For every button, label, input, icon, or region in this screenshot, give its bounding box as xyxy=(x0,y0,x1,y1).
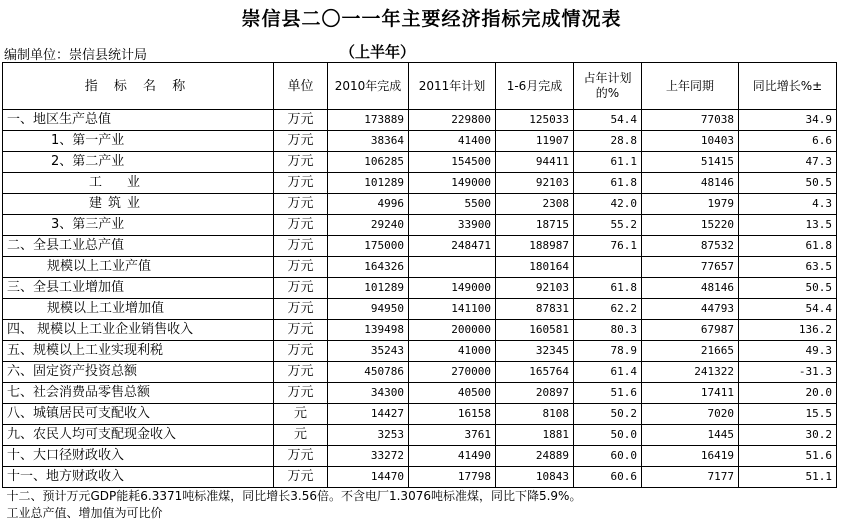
indicator-name: 二、全县工业总产值 xyxy=(3,236,274,257)
value-pct: 61.8 xyxy=(574,173,642,194)
footnote-energy: 十二、预计万元GDP能耗6.3371吨标准煤，同比增长3.56倍。不含电厂1.3076吨标准煤，同比下降5.9%。 xyxy=(3,488,837,506)
value-2010: 173889 xyxy=(328,110,409,131)
value-pct: 54.4 xyxy=(574,110,642,131)
unit-cell: 万元 xyxy=(274,110,328,131)
value-growth: 6.6 xyxy=(739,131,837,152)
value-plan: 229800 xyxy=(409,110,496,131)
value-2010: 106285 xyxy=(328,152,409,173)
period-label: （上半年） xyxy=(340,43,416,61)
value-growth: 54.4 xyxy=(739,299,837,320)
table-row xyxy=(3,467,837,488)
value-pct: 62.2 xyxy=(574,299,642,320)
table-row xyxy=(3,341,837,362)
value-2010: 14427 xyxy=(328,404,409,425)
value-growth: 63.5 xyxy=(739,257,837,278)
value-pct: 50.0 xyxy=(574,425,642,446)
header-growth: 同比增长%± xyxy=(739,63,837,110)
value-prev: 77038 xyxy=(642,110,739,131)
unit-cell: 万元 xyxy=(274,383,328,404)
value-pct: 80.3 xyxy=(574,320,642,341)
value-pct xyxy=(574,257,642,278)
value-growth: 136.2 xyxy=(739,320,837,341)
header-indicator: 指 标 名 称 xyxy=(3,63,274,110)
value-prev: 16419 xyxy=(642,446,739,467)
value-2010: 450786 xyxy=(328,362,409,383)
value-plan: 41400 xyxy=(409,131,496,152)
value-h1: 18715 xyxy=(496,215,574,236)
value-plan: 17798 xyxy=(409,467,496,488)
unit-cell: 万元 xyxy=(274,278,328,299)
value-h1: 1881 xyxy=(496,425,574,446)
unit-cell: 元 xyxy=(274,425,328,446)
value-growth: 15.5 xyxy=(739,404,837,425)
value-plan: 149000 xyxy=(409,278,496,299)
value-h1: 125033 xyxy=(496,110,574,131)
value-2010: 175000 xyxy=(328,236,409,257)
value-prev: 87532 xyxy=(642,236,739,257)
value-pct: 60.0 xyxy=(574,446,642,467)
report-title: 崇信县二〇一一年主要经济指标完成情况表 xyxy=(241,8,622,30)
value-prev: 48146 xyxy=(642,173,739,194)
indicator-name: 四、 规模以上工业企业销售收入 xyxy=(3,320,274,341)
value-growth: 20.0 xyxy=(739,383,837,404)
indicator-name: 六、固定资产投资总额 xyxy=(3,362,274,383)
header-h1: 1-6月完成 xyxy=(496,63,574,110)
value-plan: 154500 xyxy=(409,152,496,173)
value-2010: 34300 xyxy=(328,383,409,404)
indicator-name: 八、城镇居民可支配收入 xyxy=(3,404,274,425)
value-2010: 29240 xyxy=(328,215,409,236)
value-plan xyxy=(409,257,496,278)
value-h1: 188987 xyxy=(496,236,574,257)
unit-cell: 万元 xyxy=(274,173,328,194)
value-prev: 51415 xyxy=(642,152,739,173)
value-pct: 55.2 xyxy=(574,215,642,236)
table-row xyxy=(3,299,837,320)
indicator-name: 建筑业 xyxy=(3,194,274,215)
indicator-name: 3、第三产业 xyxy=(3,215,274,236)
header-pct: 占年计划的% xyxy=(574,63,642,110)
value-prev: 67987 xyxy=(642,320,739,341)
value-h1: 20897 xyxy=(496,383,574,404)
unit-cell: 万元 xyxy=(274,236,328,257)
table-row xyxy=(3,362,837,383)
value-2010: 139498 xyxy=(328,320,409,341)
table-row xyxy=(3,131,837,152)
table-row xyxy=(3,215,837,236)
value-growth: 13.5 xyxy=(739,215,837,236)
indicator-name: 工 业 xyxy=(3,173,274,194)
org-label: 编制单位：崇信县统计局 xyxy=(4,48,148,63)
value-prev: 1445 xyxy=(642,425,739,446)
value-pct: 51.6 xyxy=(574,383,642,404)
unit-cell: 万元 xyxy=(274,362,328,383)
table-header-row xyxy=(3,63,837,110)
table-row xyxy=(3,320,837,341)
value-prev: 241322 xyxy=(642,362,739,383)
footnote-price: 工业总产值、增加值为可比价 xyxy=(6,506,163,520)
value-h1: 32345 xyxy=(496,341,574,362)
table-row xyxy=(3,404,837,425)
table-row xyxy=(3,173,837,194)
value-growth: 49.3 xyxy=(739,341,837,362)
value-2010: 35243 xyxy=(328,341,409,362)
value-plan: 149000 xyxy=(409,173,496,194)
indicator-name: 十一、地方财政收入 xyxy=(3,467,274,488)
header-plan: 2011年计划 xyxy=(409,63,496,110)
value-h1: 180164 xyxy=(496,257,574,278)
indicator-name: 一、地区生产总值 xyxy=(3,110,274,131)
table-row xyxy=(3,110,837,131)
value-pct: 60.6 xyxy=(574,467,642,488)
table-row xyxy=(3,236,837,257)
value-growth: 47.3 xyxy=(739,152,837,173)
value-h1: 10843 xyxy=(496,467,574,488)
value-prev: 17411 xyxy=(642,383,739,404)
value-pct: 61.8 xyxy=(574,278,642,299)
value-h1: 165764 xyxy=(496,362,574,383)
value-growth: 50.5 xyxy=(739,173,837,194)
value-2010: 94950 xyxy=(328,299,409,320)
table-row xyxy=(3,425,837,446)
indicator-name: 规模以上工业产值 xyxy=(3,257,274,278)
value-growth: 4.3 xyxy=(739,194,837,215)
header-unit: 单位 xyxy=(274,63,328,110)
indicator-name: 1、第一产业 xyxy=(3,131,274,152)
unit-cell: 万元 xyxy=(274,194,328,215)
value-plan: 41000 xyxy=(409,341,496,362)
unit-cell: 万元 xyxy=(274,446,328,467)
header-prev: 上年同期 xyxy=(642,63,739,110)
value-prev: 7020 xyxy=(642,404,739,425)
value-plan: 40500 xyxy=(409,383,496,404)
unit-cell: 万元 xyxy=(274,320,328,341)
unit-cell: 万元 xyxy=(274,215,328,236)
value-plan: 270000 xyxy=(409,362,496,383)
value-pct: 42.0 xyxy=(574,194,642,215)
value-prev: 7177 xyxy=(642,467,739,488)
footnote-row xyxy=(3,488,837,506)
indicator-table xyxy=(2,62,837,522)
unit-cell: 万元 xyxy=(274,467,328,488)
indicator-name: 十、大口径财政收入 xyxy=(3,446,274,467)
indicator-name: 规模以上工业增加值 xyxy=(3,299,274,320)
value-2010: 14470 xyxy=(328,467,409,488)
value-h1: 92103 xyxy=(496,278,574,299)
value-growth: 51.1 xyxy=(739,467,837,488)
value-prev: 10403 xyxy=(642,131,739,152)
indicator-name: 2、第二产业 xyxy=(3,152,274,173)
value-h1: 11907 xyxy=(496,131,574,152)
value-plan: 248471 xyxy=(409,236,496,257)
value-h1: 8108 xyxy=(496,404,574,425)
value-growth: -31.3 xyxy=(739,362,837,383)
table-row xyxy=(3,446,837,467)
value-plan: 3761 xyxy=(409,425,496,446)
value-plan: 33900 xyxy=(409,215,496,236)
value-h1: 2308 xyxy=(496,194,574,215)
indicator-name: 三、全县工业增加值 xyxy=(3,278,274,299)
value-prev: 44793 xyxy=(642,299,739,320)
value-prev: 21665 xyxy=(642,341,739,362)
value-plan: 16158 xyxy=(409,404,496,425)
value-pct: 78.9 xyxy=(574,341,642,362)
header-2010: 2010年完成 xyxy=(328,63,409,110)
value-2010: 101289 xyxy=(328,173,409,194)
value-growth: 61.8 xyxy=(739,236,837,257)
value-2010: 164326 xyxy=(328,257,409,278)
value-h1: 92103 xyxy=(496,173,574,194)
value-pct: 50.2 xyxy=(574,404,642,425)
unit-cell: 元 xyxy=(274,404,328,425)
value-pct: 28.8 xyxy=(574,131,642,152)
table-row xyxy=(3,383,837,404)
table-row xyxy=(3,278,837,299)
value-plan: 200000 xyxy=(409,320,496,341)
value-h1: 24889 xyxy=(496,446,574,467)
value-growth: 30.2 xyxy=(739,425,837,446)
value-2010: 101289 xyxy=(328,278,409,299)
indicator-name: 五、规模以上工业实现利税 xyxy=(3,341,274,362)
value-2010: 38364 xyxy=(328,131,409,152)
indicator-name: 九、农民人均可支配现金收入 xyxy=(3,425,274,446)
unit-cell: 万元 xyxy=(274,299,328,320)
value-growth: 50.5 xyxy=(739,278,837,299)
unit-cell: 万元 xyxy=(274,152,328,173)
value-plan: 41490 xyxy=(409,446,496,467)
value-2010: 4996 xyxy=(328,194,409,215)
value-growth: 34.9 xyxy=(739,110,837,131)
value-prev: 77657 xyxy=(642,257,739,278)
unit-cell: 万元 xyxy=(274,257,328,278)
value-prev: 15220 xyxy=(642,215,739,236)
value-h1: 94411 xyxy=(496,152,574,173)
value-prev: 48146 xyxy=(642,278,739,299)
unit-cell: 万元 xyxy=(274,341,328,362)
value-plan: 141100 xyxy=(409,299,496,320)
unit-cell: 万元 xyxy=(274,131,328,152)
value-pct: 61.4 xyxy=(574,362,642,383)
value-plan: 5500 xyxy=(409,194,496,215)
table-row xyxy=(3,257,837,278)
value-h1: 160581 xyxy=(496,320,574,341)
value-prev: 1979 xyxy=(642,194,739,215)
footnote-row xyxy=(3,505,837,522)
value-growth: 51.6 xyxy=(739,446,837,467)
value-pct: 76.1 xyxy=(574,236,642,257)
value-2010: 33272 xyxy=(328,446,409,467)
value-pct: 61.1 xyxy=(574,152,642,173)
table-row xyxy=(3,152,837,173)
indicator-name: 七、社会消费品零售总额 xyxy=(3,383,274,404)
table-row xyxy=(3,194,837,215)
value-h1: 87831 xyxy=(496,299,574,320)
value-2010: 3253 xyxy=(328,425,409,446)
